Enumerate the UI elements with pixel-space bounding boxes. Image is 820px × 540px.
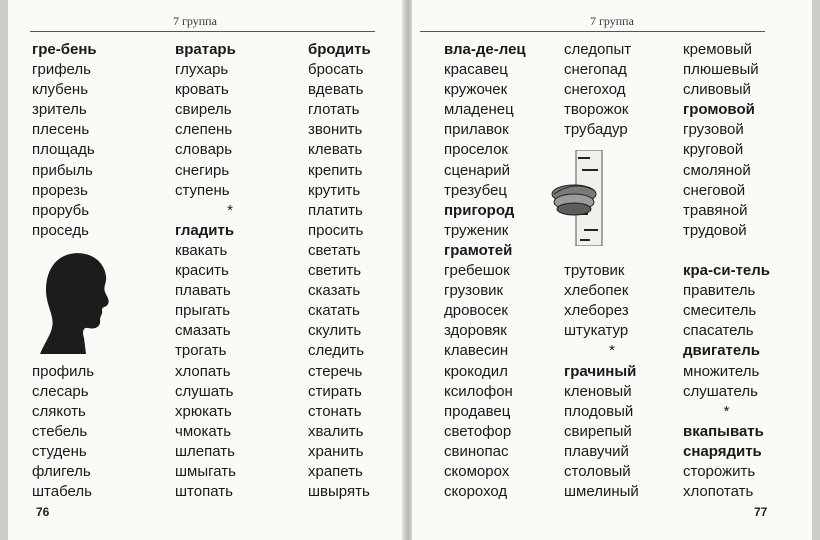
word-entry: хрюкать <box>175 402 232 420</box>
word-entry: скулить <box>308 322 362 340</box>
word-entry: скоморох <box>444 462 510 480</box>
word-entry: плавать <box>175 282 231 300</box>
word-entry: проседь <box>32 221 89 239</box>
word-entry: гребешок <box>444 262 510 280</box>
word-entry: швырять <box>308 483 370 501</box>
word-entry: творожок <box>564 101 629 119</box>
word-entry: прилавок <box>444 121 509 139</box>
word-entry: глотать <box>308 101 360 119</box>
word-column-1 <box>444 40 526 502</box>
word-entry: вдевать <box>308 81 364 99</box>
word-entry: слушатель <box>683 382 758 400</box>
word-entry: травяной <box>683 201 748 219</box>
word-entry: плавучий <box>564 442 629 460</box>
word-entry: хвалить <box>308 422 364 440</box>
word-entry: следопыт <box>564 41 632 58</box>
word-entry: слякоть <box>32 402 86 420</box>
word-entry: трогать <box>175 342 227 360</box>
word-entry: стирать <box>308 382 362 400</box>
profile-silhouette-icon <box>36 250 116 356</box>
word-entry: красавец <box>444 61 508 79</box>
separator-star: * <box>227 201 233 219</box>
word-entry: свирель <box>175 101 232 119</box>
word-entry: словарь <box>175 141 233 159</box>
word-entry: шлепать <box>175 442 235 460</box>
word-entry: вла-де-лец <box>444 41 526 58</box>
word-entry: хлопотать <box>683 483 754 501</box>
word-entry: младенец <box>444 101 514 119</box>
word-entry: кра-си-тель <box>683 262 771 280</box>
word-entry: студень <box>32 442 87 460</box>
word-entry: проселок <box>444 141 508 159</box>
word-entry: скатать <box>308 302 360 320</box>
word-column-2 <box>175 40 285 502</box>
word-entry: шмыгать <box>175 462 236 480</box>
word-entry: смоляной <box>683 161 751 179</box>
word-entry: продавец <box>444 402 511 420</box>
header-rule <box>30 31 375 32</box>
word-entry: грузовик <box>444 282 504 300</box>
word-entry: здоровяк <box>444 322 507 340</box>
word-entry: свирепый <box>564 422 632 440</box>
word-entry: хранить <box>308 442 364 460</box>
word-entry: слесарь <box>32 382 89 400</box>
word-entry: глухарь <box>175 61 229 79</box>
word-entry: прыгать <box>175 302 231 320</box>
word-entry: трезубец <box>444 181 507 199</box>
word-entry: прорубь <box>32 201 90 219</box>
word-entry: снегирь <box>175 161 230 179</box>
word-entry: ксилофон <box>444 382 513 400</box>
word-entry: громовой <box>683 101 755 119</box>
word-entry: площадь <box>32 141 95 159</box>
word-entry: смеситель <box>683 302 757 320</box>
page-header: 7 группа <box>590 14 634 28</box>
word-entry: трудовой <box>683 221 747 239</box>
word-entry: светить <box>308 262 362 280</box>
word-entry: штабель <box>32 483 92 501</box>
word-entry: штукатур <box>564 322 629 340</box>
word-entry: плюшевый <box>683 61 759 79</box>
word-entry: светофор <box>444 422 512 440</box>
word-entry: прибыль <box>32 161 93 179</box>
word-entry: зритель <box>32 101 87 119</box>
word-entry: стеречь <box>308 362 363 380</box>
page-header: 7 группа <box>173 14 217 28</box>
page-number: 77 <box>754 505 768 519</box>
word-entry: трутовик <box>564 262 625 280</box>
word-entry: просить <box>308 221 364 239</box>
right-page <box>412 0 812 540</box>
word-entry: сливовый <box>683 81 751 99</box>
tinder-fungus-on-birch-icon <box>548 150 614 246</box>
word-column-2 <box>564 40 660 502</box>
word-column-3 <box>683 40 770 502</box>
separator-star: * <box>609 342 615 360</box>
word-entry: грузовой <box>683 121 744 139</box>
word-entry: правитель <box>683 282 756 300</box>
word-entry: квакать <box>175 241 228 259</box>
word-entry: штопать <box>175 483 233 501</box>
word-entry: скороход <box>444 483 508 501</box>
word-column-3 <box>308 40 371 502</box>
page-number: 76 <box>36 505 50 519</box>
word-entry: кленовый <box>564 382 632 400</box>
word-entry: снарядить <box>683 442 762 460</box>
separator-star: * <box>723 402 730 420</box>
word-entry: хлеборез <box>564 302 629 320</box>
word-entry: гладить <box>175 221 235 239</box>
word-entry: профиль <box>32 362 95 380</box>
word-entry: снегоход <box>564 81 626 99</box>
left-page <box>8 0 404 540</box>
word-entry: клевать <box>308 141 363 159</box>
word-entry: плодовый <box>564 402 634 420</box>
word-entry: двигатель <box>683 342 760 360</box>
word-entry: столовый <box>564 462 631 480</box>
word-entry: круговой <box>683 141 744 159</box>
word-entry: слепень <box>175 121 233 139</box>
word-entry: дровосек <box>444 302 508 320</box>
word-entry: храпеть <box>308 462 363 480</box>
word-entry: вкапывать <box>683 422 764 440</box>
word-entry: крутить <box>308 181 361 199</box>
word-entry: плесень <box>32 121 90 139</box>
word-entry: шмелиный <box>564 483 639 501</box>
word-entry: крепить <box>308 161 363 179</box>
word-entry: сценарий <box>444 161 510 179</box>
word-entry: прорезь <box>32 181 88 199</box>
word-entry: снеговой <box>683 181 746 199</box>
word-entry: хлебопек <box>564 282 629 300</box>
word-entry: крокодил <box>444 362 508 380</box>
word-entry: хлопать <box>175 362 231 380</box>
word-entry: клубень <box>32 81 89 99</box>
word-entry: бросать <box>308 61 364 79</box>
header-rule <box>420 31 765 32</box>
word-entry: свинопас <box>444 442 509 460</box>
word-entry: трубадур <box>564 121 628 139</box>
word-entry: грамотей <box>444 241 513 259</box>
word-entry: вратарь <box>175 41 236 58</box>
word-entry: светать <box>308 241 361 259</box>
word-entry: красить <box>175 262 229 280</box>
word-entry: кровать <box>175 81 229 99</box>
word-entry: кремовый <box>683 41 753 58</box>
word-entry: звонить <box>308 121 363 139</box>
word-entry: стебель <box>32 422 88 440</box>
word-entry: флигель <box>32 462 91 480</box>
word-entry: следить <box>308 342 365 360</box>
word-entry: чмокать <box>175 422 232 440</box>
word-entry: кружочек <box>444 81 508 99</box>
word-entry: бродить <box>308 41 371 58</box>
word-entry: платить <box>308 201 363 219</box>
word-entry: спасатель <box>683 322 754 340</box>
word-entry: снегопад <box>564 61 627 79</box>
word-entry: гре-бень <box>32 41 97 58</box>
word-entry: ступень <box>175 181 230 199</box>
word-entry: сказать <box>308 282 361 300</box>
word-entry: грифель <box>32 61 91 79</box>
word-entry: стонать <box>308 402 362 420</box>
blank-row <box>683 241 770 261</box>
word-entry: слушать <box>175 382 234 400</box>
word-entry: клавесин <box>444 342 509 360</box>
word-entry: смазать <box>175 322 231 340</box>
word-entry: пригород <box>444 201 515 219</box>
word-entry: труженик <box>444 221 509 239</box>
word-entry: сторожить <box>683 462 756 480</box>
word-entry: множитель <box>683 362 760 380</box>
word-entry: грачиный <box>564 362 637 380</box>
